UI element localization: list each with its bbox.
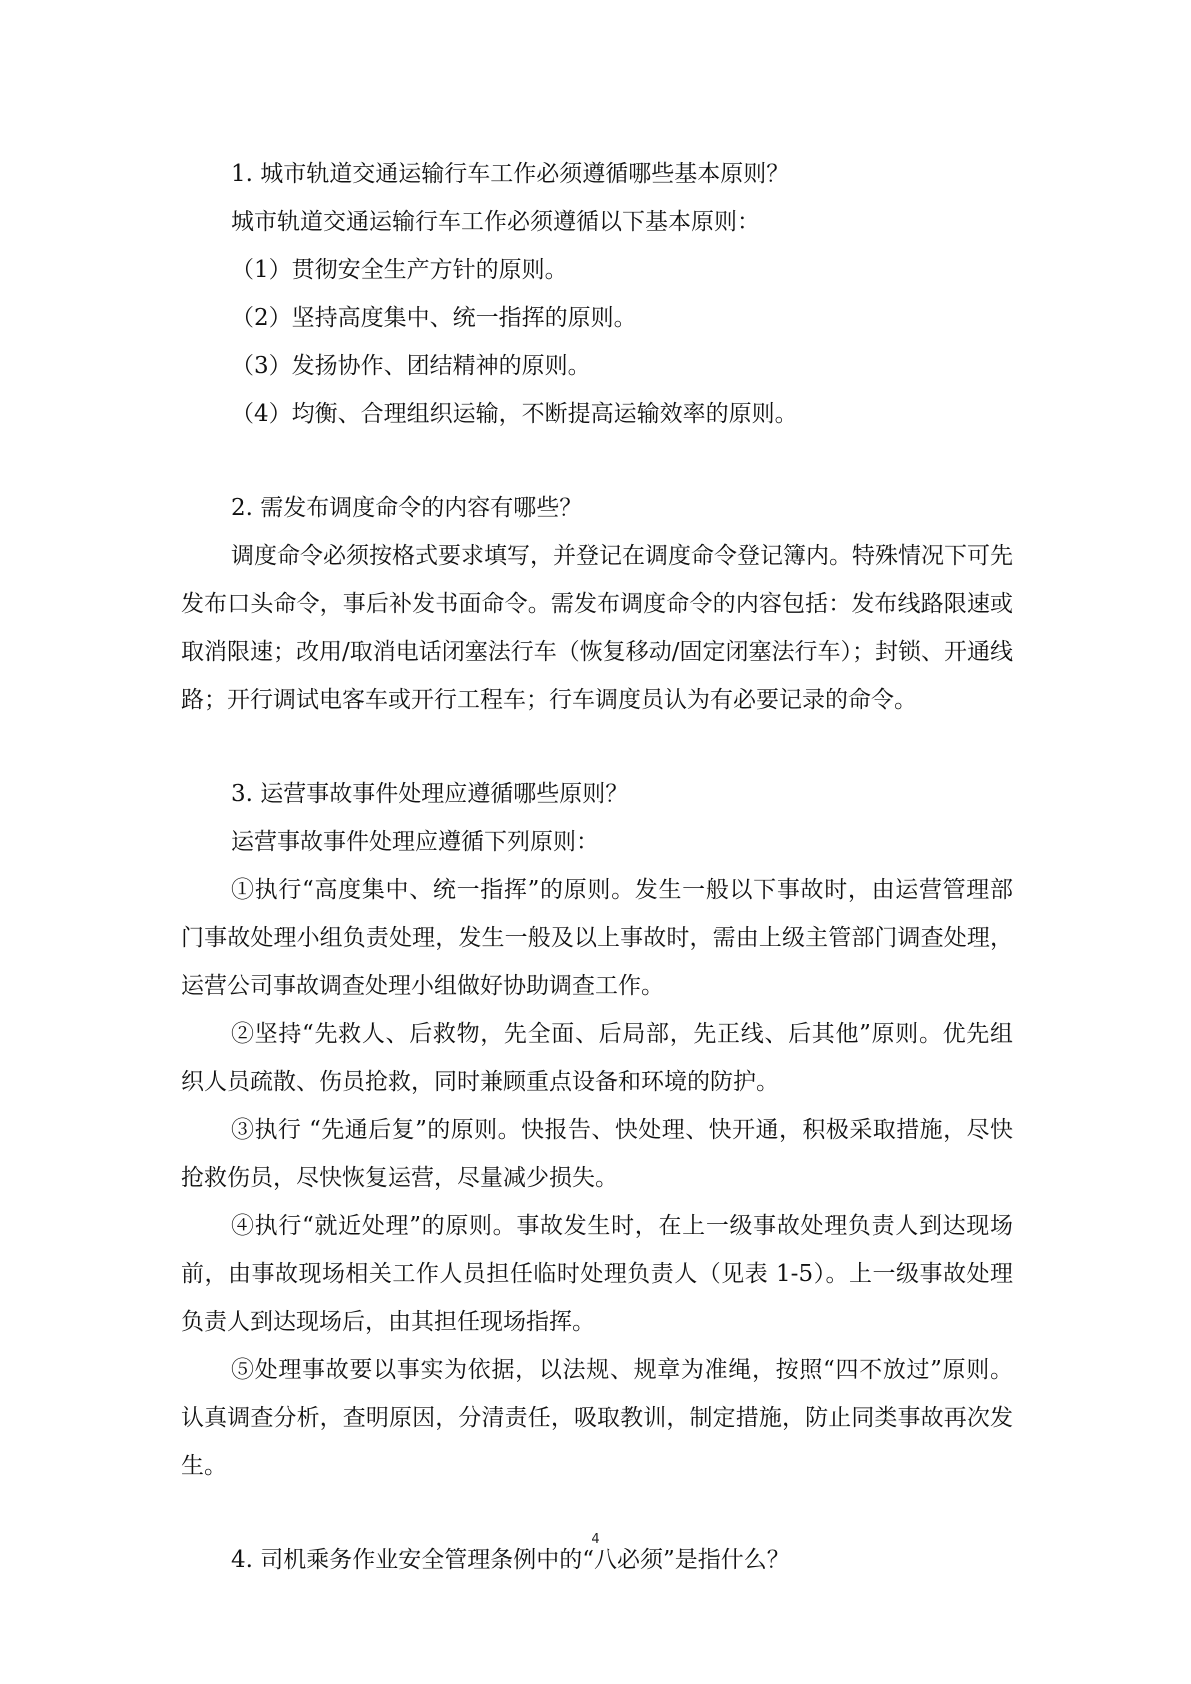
question-1-item-3: （3）发扬协作、团结精神的原则。 [231,353,591,379]
document-body [181,150,1013,1584]
question-1-intro: 城市轨道交通运输行车工作必须遵循以下基本原则： [231,209,760,235]
question-1-heading: 1. 城市轨道交通运输行车工作必须遵循哪些基本原则？ [231,161,790,187]
question-2-answer: 调度命令必须按格式要求填写，并登记在调度命令登记簿内。特殊情况下可先发布口头命令，事后补发书面命令。需发布调度命令的内容包括：发布线路限速或取消限速；改用/取消电话闭塞法行车（恢复移动/固定闭塞法行车）；封锁、开通线路；开行调试电客车或开行工程车；行车调度员认为有必要记录的命令。 [181,543,1013,713]
question-3-principle-2: ②坚持“先救人、后救物，先全面、后局部，先正线、后其他”原则。优先组织人员疏散、伤员抢救，同时兼顾重点设备和环境的防护。 [181,1021,1013,1095]
question-3-principle-5: ⑤处理事故要以事实为依据，以法规、规章为准绳，按照“四不放过”原则。认真调查分析，查明原因，分清责任，吸取教训，制定措施，防止同类事故再次发生。 [181,1357,1013,1479]
question-3-principle-1: ①执行“高度集中、统一指挥”的原则。发生一般以下事故时，由运营管理部门事故处理小组负责处理，发生一般及以上事故时，需由上级主管部门调查处理，运营公司事故调查处理小组做好协助调查工作。 [181,877,1013,999]
section-gap [181,438,1013,484]
section-gap [181,724,1013,770]
question-3-principle-3: ③执行 “先通后复”的原则。快报告、快处理、快开通，积极采取措施，尽快抢救伤员，尽快恢复运营，尽量减少损失。 [181,1117,1013,1191]
question-3-heading: 3. 运营事故事件处理应遵循哪些原则？ [231,781,629,807]
question-1-item-2: （2）坚持高度集中、统一指挥的原则。 [231,305,637,331]
question-3-intro: 运营事故事件处理应遵循下列原则： [231,829,599,855]
question-3-principle-4: ④执行“就近处理”的原则。事故发生时，在上一级事故处理负责人到达现场前，由事故现场相关工作人员担任临时处理负责人（见表 1-5）。上一级事故处理负责人到达现场后，由其担任现场指挥。 [181,1213,1013,1335]
question-4-heading: 4. 司机乘务作业安全管理条例中的“八必须”是指什么？ [231,1547,790,1573]
question-1-item-4: （4）均衡、合理组织运输，不断提高运输效率的原则。 [231,401,798,427]
page-number: 4 [591,1532,600,1547]
question-2-heading: 2. 需发布调度命令的内容有哪些？ [231,495,583,521]
question-1-item-1: （1）贯彻安全生产方针的原则。 [231,257,568,283]
section-gap [181,1490,1013,1536]
